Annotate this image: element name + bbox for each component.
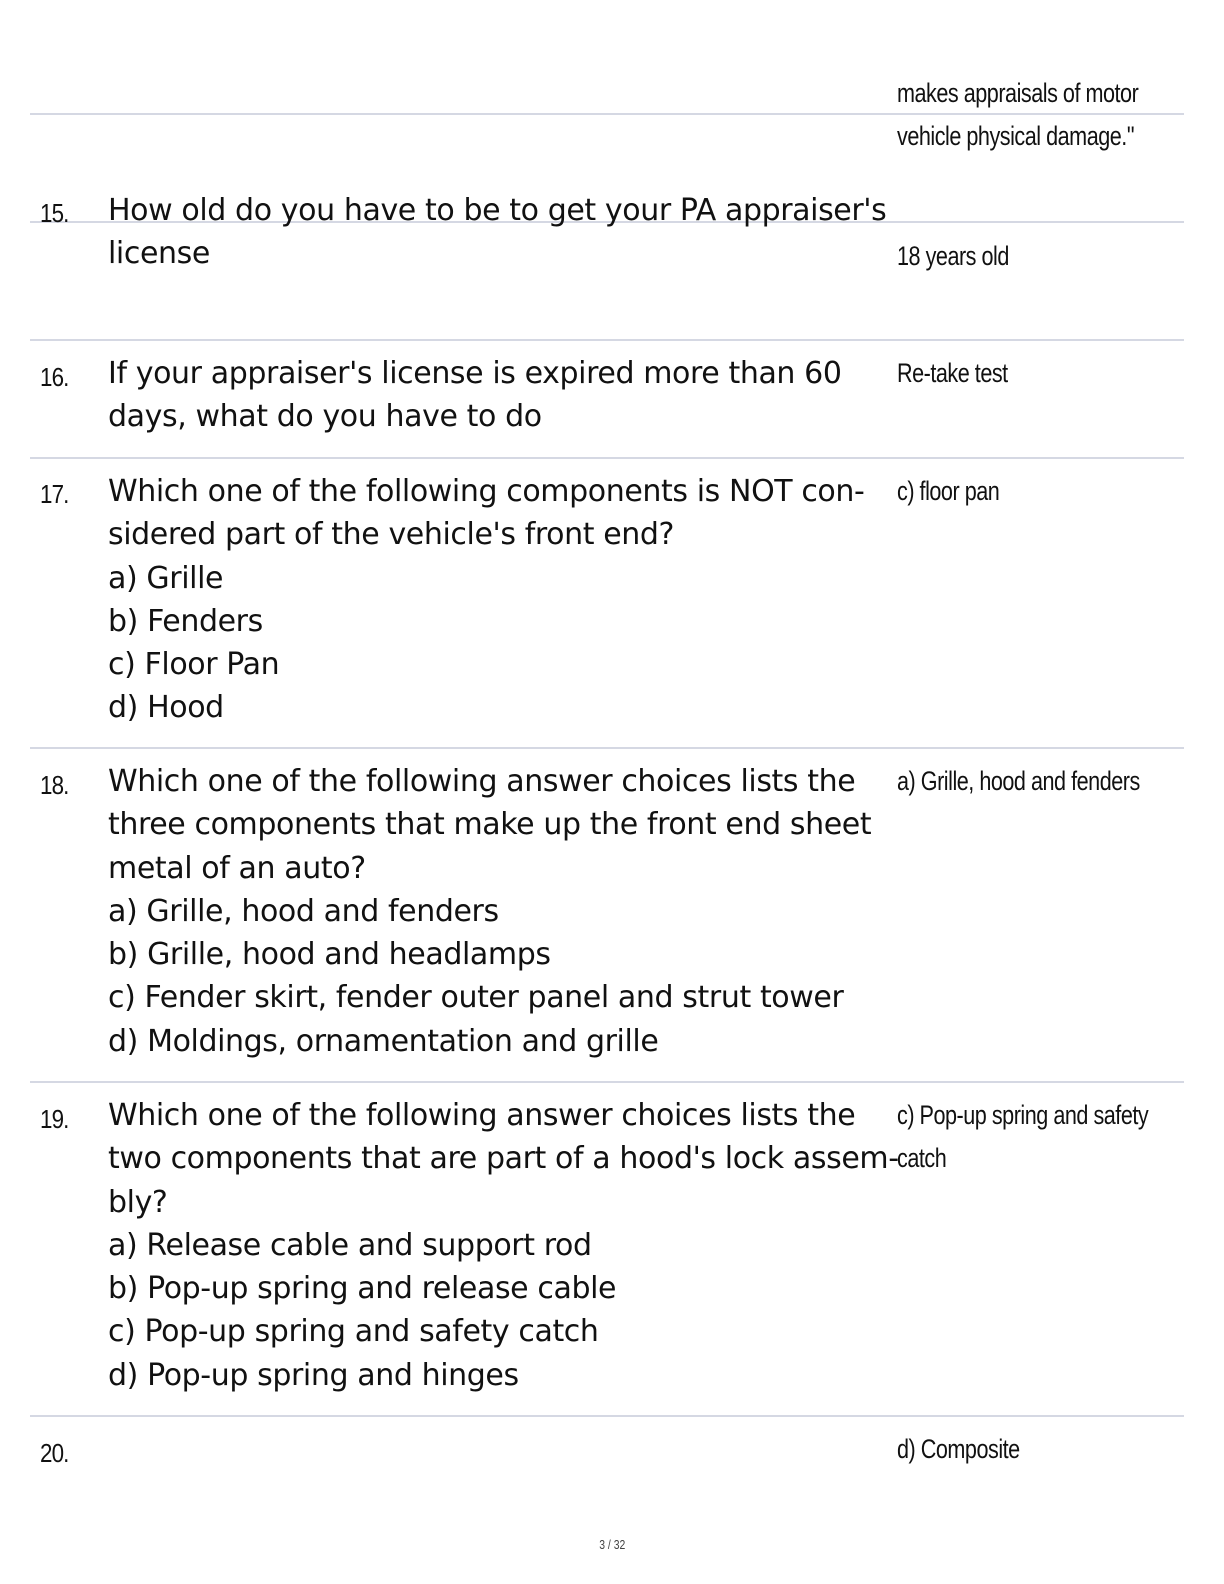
question-15-text [108,189,893,276]
question-line: Which one of the following answer choices lists the [108,764,856,799]
option-d: d) Moldings, ornamentation and grille [108,1023,659,1059]
answer-line: c) Pop-up spring and safety [897,1100,1149,1130]
row-divider [30,1081,1184,1083]
answer-line: c) floor pan [897,476,1000,506]
option-c: c) Pop-up spring and safety catch [108,1314,599,1350]
question-number-20: 20. [40,1438,69,1468]
question-line: sidered part of the vehicle's front end? [108,517,675,553]
question-18-answer [897,760,1140,803]
question-line: Which one of the following components is NOT con- [108,474,865,509]
answer-line: makes appraisals of motor [897,78,1139,108]
question-line: three components that make up the front end sheet [108,807,872,843]
answer-line: 18 years old [897,241,1009,271]
row-divider [30,457,1184,459]
carryover-answer [897,72,1138,159]
question-number-17: 17. [40,479,69,509]
option-a: a) Release cable and support rod [108,1227,592,1263]
question-line: two components that are part of a hood's lock assem- [108,1141,899,1177]
question-line: How old do you have to be to get your PA appraiser's [108,193,887,228]
question-number-19: 19. [40,1104,69,1134]
row-divider [30,747,1184,749]
option-b: b) Pop-up spring and release cable [108,1271,617,1307]
question-16-answer [897,352,1008,395]
row-divider [30,1415,1184,1417]
question-19-text [108,1094,899,1397]
question-number-16: 16. [40,362,69,392]
question-16-text [108,352,893,439]
question-20-answer [897,1428,1020,1471]
page-footer [0,1537,1224,1552]
option-b: b) Grille, hood and headlamps [108,937,551,973]
question-15-answer [897,235,1009,278]
question-17-answer [897,470,999,513]
option-d: d) Pop-up spring and hinges [108,1357,519,1393]
question-line: bly? [108,1184,168,1220]
question-number-15: 15. [40,198,69,228]
question-line: Which one of the following answer choices lists the [108,1098,856,1133]
answer-line: a) Grille, hood and fenders [897,766,1140,796]
question-line: If your appraiser's license is expired more than 60 [108,356,842,391]
row-divider [30,113,1184,115]
option-c: c) Fender skirt, fender outer panel and strut tower [108,980,844,1016]
question-line: days, what do you have to do [108,399,542,435]
answer-line: d) Composite [897,1434,1020,1464]
option-a: a) Grille, hood and fenders [108,893,499,929]
question-number-18: 18. [40,770,69,800]
question-line: metal of an auto? [108,850,366,886]
answer-line: vehicle physical damage." [897,121,1135,152]
answer-line: Re-take test [897,358,1008,388]
row-divider [30,339,1184,341]
question-17-text [108,470,893,730]
question-18-text [108,760,893,1063]
question-line: license [108,236,210,272]
question-19-answer [897,1094,1148,1181]
option-d: d) Hood [108,690,224,726]
page-indicator: 3 / 32 [598,1537,626,1552]
answer-line: catch [897,1143,947,1174]
option-c: c) Floor Pan [108,647,280,683]
option-a: a) Grille [108,560,224,596]
option-b: b) Fenders [108,603,263,639]
